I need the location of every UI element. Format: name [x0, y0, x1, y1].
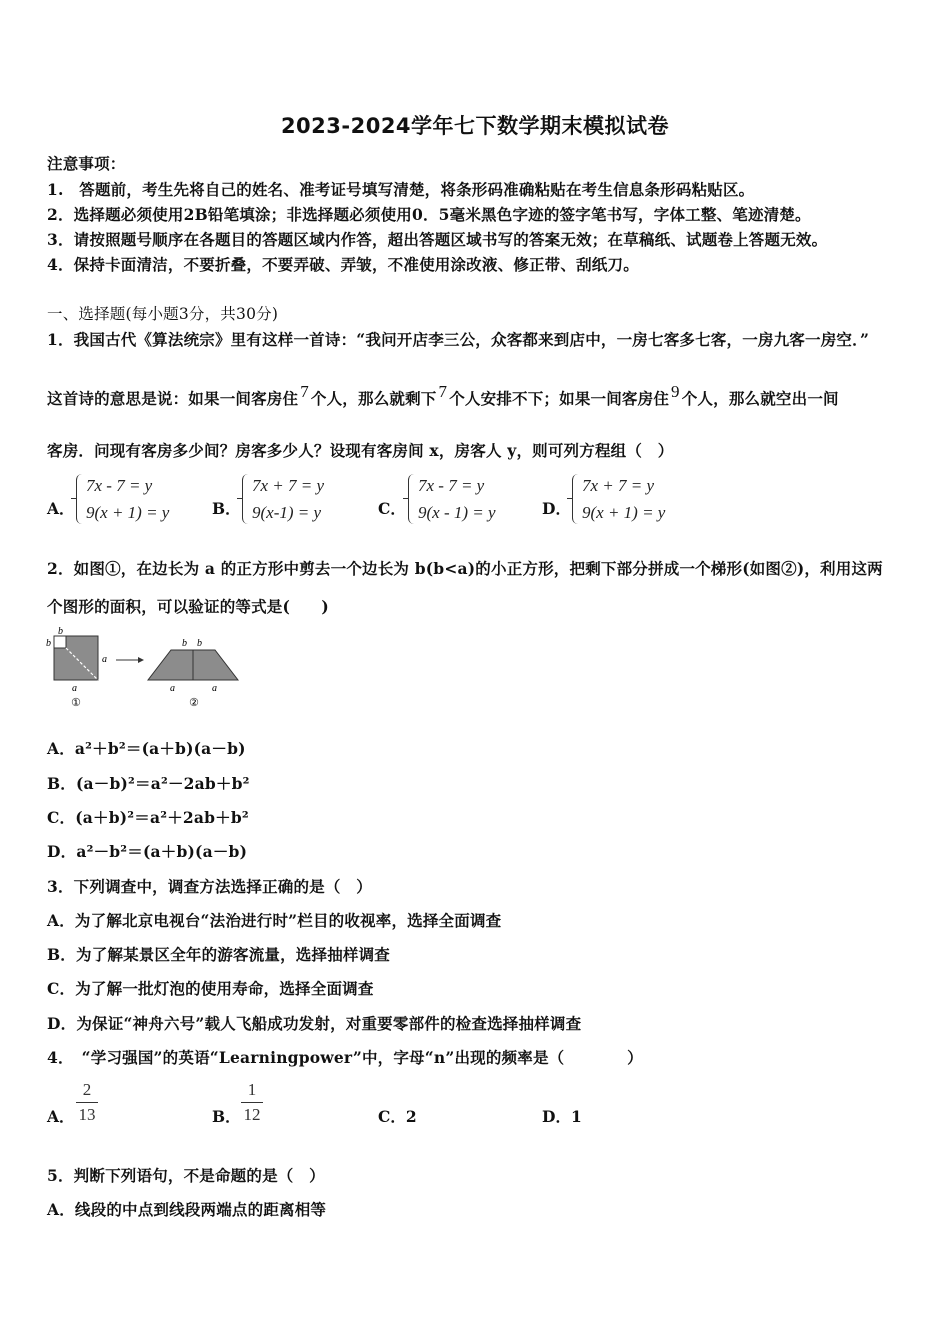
q1-d-eq1: 7x + 7 = y — [582, 476, 655, 495]
q4-option-c: C．2 — [378, 1107, 417, 1126]
q3-option-d: D．为保证“神舟六号”载人飞船成功发射，对重要零部件的检查选择抽样调查 — [47, 1014, 582, 1033]
q1-option-c-label: C． — [378, 499, 406, 518]
brace-icon — [242, 474, 249, 524]
fraction-bar — [76, 1102, 98, 1103]
fig-label-b-trap-1: b — [182, 638, 187, 649]
notice-item-4: 4．保持卡面清洁，不要折叠，不要弄破、弄皱，不准使用涂改液、修正带、刮纸刀。 — [47, 255, 639, 274]
q4-b-numerator: 1 — [247, 1080, 257, 1099]
q5-option-a: A．线段的中点到线段两端点的距离相等 — [47, 1200, 327, 1219]
q1-line2 — [47, 382, 839, 409]
q1-line2-b: 个人，那么就剩下 — [310, 389, 437, 408]
q1-line2-c: 个人安排不下；如果一间客房住 — [449, 389, 670, 408]
q1-c-eq2: 9(x - 1) = y — [418, 503, 496, 522]
q1-b-eq2: 9(x-1) = y — [252, 503, 322, 522]
q1-line3: 客房．问现有客房多少间？房客多少人？设现有客房间 x，房客人 y，则可列方程组（ ） — [47, 441, 674, 460]
notice-item-3: 3．请按照题号顺序在各题目的答题区域内作答，超出答题区域书写的答案无效；在草稿纸、试题卷上答题无效。 — [47, 230, 828, 249]
q4-a-numerator: 2 — [82, 1080, 92, 1099]
q2-option-b: B．(a－b)²＝a²－2ab＋b² — [47, 774, 250, 793]
q2-line2: 个图形的面积，可以验证的等式是( ) — [47, 597, 329, 616]
q4-option-d: D．1 — [542, 1107, 582, 1126]
brace-icon — [76, 474, 83, 524]
fig-label-a-trap-1: a — [170, 683, 175, 694]
fig-label-a-bottom: a — [72, 683, 77, 694]
q4-option-a-label: A． — [47, 1107, 75, 1126]
q4-option-b-fraction — [241, 1080, 263, 1125]
q1-c-eq1: 7x - 7 = y — [418, 476, 485, 495]
q3-option-a: A．为了解北京电视台“法治进行时”栏目的收视率，选择全面调查 — [47, 911, 502, 930]
section-heading: 一、选择题(每小题3分，共30分) — [47, 305, 279, 323]
fig-caption-2: ② — [189, 696, 199, 709]
q2-option-c: C．(a＋b)²＝a²＋2ab＋b² — [47, 808, 249, 827]
q3-stem: 3．下列调查中，调查方法选择正确的是（ ） — [47, 877, 372, 896]
q5-stem: 5．判断下列语句，不是命题的是（ ） — [47, 1166, 325, 1185]
q1-option-b-label: B． — [212, 499, 241, 518]
q1-line2-a: 这首诗的意思是说：如果一间客房住 — [47, 389, 299, 408]
brace-icon — [408, 474, 415, 524]
q4-a-denominator: 13 — [78, 1105, 96, 1124]
small-square — [54, 636, 66, 648]
q4-option-a-fraction — [76, 1080, 98, 1125]
arrowhead-icon — [138, 657, 144, 663]
q2-option-a: A．a²＋b²＝(a＋b)(a－b) — [47, 739, 246, 758]
q4-stem: 4． “学习强国”的英语“Learningpower”中，字母“n”出现的频率是（ ） — [47, 1048, 643, 1067]
q1-option-a-label: A． — [47, 499, 75, 518]
fraction-bar — [241, 1102, 263, 1103]
q1-option-c-system — [408, 472, 496, 526]
q4-b-denominator: 12 — [243, 1105, 261, 1124]
q1-line1: 1．我国古代《算法统宗》里有这样一首诗：“我问开店李三公，众客都来到店中，一房七客多七客，一房九客一房空．” — [47, 330, 870, 349]
fig-label-a-right: a — [102, 654, 107, 665]
q1-number-7a: 7 — [300, 382, 309, 401]
q1-a-eq2: 9(x + 1) = y — [86, 503, 170, 522]
q2-option-d: D．a²－b²＝(a＋b)(a－b) — [47, 842, 248, 861]
q3-option-c: C．为了解一批灯泡的使用寿命，选择全面调查 — [47, 979, 374, 998]
notice-item-1: 1. 答题前，考生先将自己的姓名、准考证号填写清楚，将条形码准确粘贴在考生信息条形码粘贴区。 — [47, 180, 755, 199]
q4-option-b-label: B． — [212, 1107, 241, 1126]
fig-label-b-trap-2: b — [197, 638, 202, 649]
fig-label-a-trap-2: a — [212, 683, 217, 694]
q3-option-b: B．为了解某景区全年的游客流量，选择抽样调查 — [47, 945, 391, 964]
q1-number-9: 9 — [671, 382, 680, 401]
notice-item-2: 2．选择题必须使用2B铅笔填涂；非选择题必须使用0．5毫米黑色字迹的签字笔书写，字体工整、笔迹清楚。 — [47, 205, 811, 224]
q1-b-eq1: 7x + 7 = y — [252, 476, 325, 495]
brace-icon — [572, 474, 579, 524]
q1-line2-d: 个人，那么就空出一间 — [681, 389, 839, 408]
page-title: 2023-2024学年七下数学期末模拟试卷 — [280, 114, 670, 138]
fig-label-b-top: b — [58, 626, 63, 637]
notice-heading: 注意事项： — [47, 154, 126, 173]
q2-line1: 2．如图①，在边长为 a 的正方形中剪去一个边长为 b(b<a)的小正方形，把剩下部分拼成一个梯形(如图②)，利用这两 — [47, 559, 883, 578]
q1-option-d-system — [572, 472, 665, 526]
fig-caption-1: ① — [71, 696, 81, 709]
q1-d-eq2: 9(x + 1) = y — [582, 503, 666, 522]
q1-a-eq1: 7x - 7 = y — [86, 476, 153, 495]
fig-label-b-left: b — [46, 638, 51, 649]
q1-number-7b: 7 — [438, 382, 448, 401]
q1-option-a-system — [76, 472, 169, 526]
q1-option-d-label: D． — [542, 499, 571, 518]
q1-option-b-system — [242, 472, 324, 526]
q2-figure — [40, 624, 245, 714]
